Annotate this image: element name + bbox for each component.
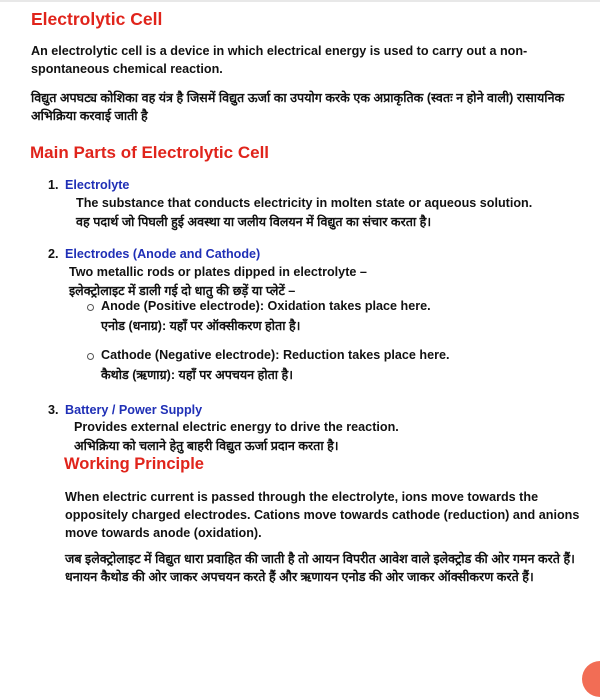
part-number: 3. <box>48 403 59 417</box>
part-description-hindi: वह पदार्थ जो पिघली हुई अवस्था या जलीय विलयन में विद्युत का संचार करता है। <box>76 215 432 229</box>
sub-item-cathode-hindi: कैथोड (ऋणाग्र): यहाँ पर अपचयन होता है। <box>101 368 293 382</box>
part-description-english: The substance that conducts electricity in molten state or aqueous solution. <box>76 196 533 210</box>
part-number: 2. <box>48 247 59 261</box>
part-number: 1. <box>48 178 59 192</box>
part-description-english: Two metallic rods or plates dipped in electrolyte – <box>69 265 367 279</box>
sub-item-cathode-english: Cathode (Negative electrode): Reduction takes place here. <box>101 348 450 362</box>
intro-english: An electrolytic cell is a device in which electrical energy is used to carry out a non-spontaneous chemical reaction. <box>31 44 528 76</box>
sub-item-anode-hindi: एनोड (धनाग्र): यहाँ पर ऑक्सीकरण होता है। <box>101 319 301 333</box>
page-title: Electrolytic Cell <box>31 9 163 29</box>
top-divider <box>0 0 600 2</box>
part-description-hindi: इलेक्ट्रोलाइट में डाली गई दो धातु की छड़ें या प्लेटें – <box>69 284 296 298</box>
sub-item-anode-english: Anode (Positive electrode): Oxidation takes place here. <box>101 299 431 313</box>
working-heading: Working Principle <box>64 455 204 473</box>
part-description-english: Provides external electric energy to drive the reaction. <box>74 420 399 434</box>
parts-heading: Main Parts of Electrolytic Cell <box>30 143 270 162</box>
part-description-hindi: अभिक्रिया को चलाने हेतु बाहरी विद्युत ऊर्जा प्रदान करता है। <box>74 439 339 453</box>
part-title-electrodes: Electrodes (Anode and Cathode) <box>65 247 261 261</box>
intro-hindi: विद्युत अपघट्य कोशिका वह यंत्र है जिसमें विद्युत ऊर्जा का उपयोग करके एक अप्राकृतिक (स्वतः न होने वाली) रासायनिक अभिक्रिया करवाई जाती है <box>31 91 565 123</box>
part-title-electrolyte: Electrolyte <box>65 178 130 192</box>
working-english: When electric current is passed through the electrolyte, ions move towards the oppositely charged electrodes. Cations move towards cathode (reduction) and anions move towards anode (oxidation). <box>65 490 580 540</box>
part-title-battery: Battery / Power Supply <box>65 403 203 417</box>
hollow-circle-bullet-icon <box>87 353 94 360</box>
corner-accent-shape <box>582 661 600 697</box>
working-hindi: जब इलेक्ट्रोलाइट में विद्युत धारा प्रवाहित की जाती है तो आयन विपरीत आवेश वाले इलेक्ट्रोड की ओर गमन करते हैं। धनायन कैथोड की ओर जाकर अपचयन करते हैं और ऋणायन एनोड की ओर जाकर ऑक्सीकरण करते हैं। <box>65 552 575 584</box>
hollow-circle-bullet-icon <box>87 304 94 311</box>
